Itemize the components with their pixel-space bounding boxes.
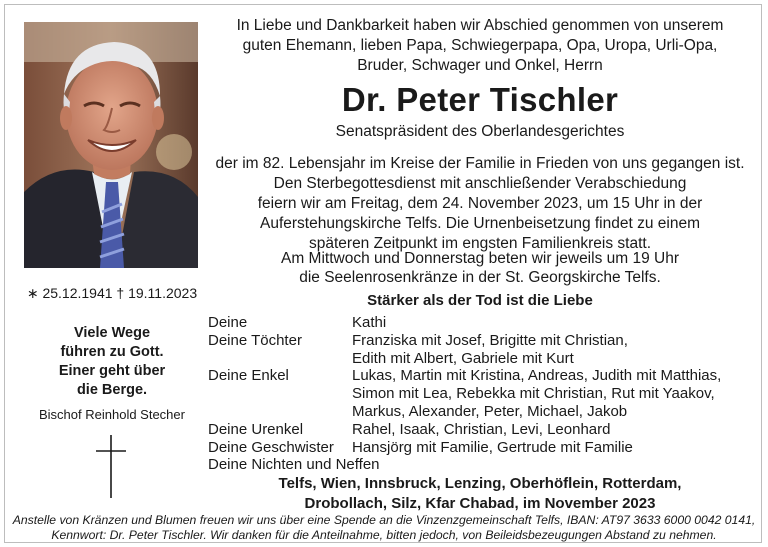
- body-line: Am Mittwoch und Donnerstag beten wir jeweils um 19 Uhr: [280, 250, 679, 267]
- relatives-label: Deine Geschwister: [208, 438, 334, 456]
- footnote-line: Anstelle von Kränzen und Blumen freuen wir uns über eine Spende an die Vinzenzgemeinschaft Telfs, IBAN: AT97 3633 6000 0042 0141,: [12, 513, 756, 527]
- relatives-name-line: Kathi: [352, 314, 387, 331]
- quote-line: Viele Wege: [73, 325, 151, 341]
- relatives-name-line: Hansjörg mit Familie, Gertrude mit Familie: [352, 438, 633, 456]
- quote-line: Einer geht über: [58, 363, 166, 379]
- relatives-row: [208, 456, 758, 474]
- relatives-name-line: Rahel, Isaak, Christian, Levi, Leonhard: [352, 420, 611, 438]
- relatives-names: [352, 367, 721, 420]
- relatives-label: Deine Töchter: [208, 331, 302, 349]
- relatives-names: [352, 332, 628, 368]
- motto: Stärker als der Tod ist die Liebe: [367, 292, 593, 309]
- body-line: Auferstehungskirche Telfs. Die Urnenbeisetzung findet zu einem: [260, 215, 700, 232]
- relatives-name-line: Franziska mit Josef, Brigitte mit Christian,: [352, 331, 628, 349]
- relatives-list: [208, 314, 758, 474]
- body-line: Den Sterbegottesdienst mit anschließender Verabschiedung: [273, 175, 687, 192]
- relatives-label: Deine: [208, 314, 248, 331]
- relatives-names: [352, 314, 386, 332]
- relatives-label: Deine Enkel: [208, 367, 289, 385]
- relatives-name-line: Edith mit Albert, Gabriele mit Kurt: [352, 349, 574, 367]
- relatives-label: Deine Nichten und Neffen: [208, 456, 380, 474]
- quote-line: die Berge.: [76, 382, 148, 398]
- body-line: der im 82. Lebensjahr im Kreise der Familie in Frieden von uns gegangen ist.: [215, 155, 745, 172]
- deceased-name: Dr. Peter Tischler: [341, 81, 619, 118]
- quote-author: Bischof Reinhold Stecher: [39, 407, 185, 422]
- relatives-name-line: Lukas, Martin mit Kristina, Andreas, Judith mit Matthias,: [352, 367, 722, 385]
- intro-line: Bruder, Schwager und Onkel, Herrn: [357, 57, 603, 74]
- relatives-row: [208, 332, 758, 368]
- places-line: Telfs, Wien, Innsbruck, Lenzing, Oberhöflein, Rotterdam,: [278, 475, 682, 492]
- places-line: Drobollach, Silz, Kfar Chabad, im November 2023: [304, 495, 656, 512]
- relatives-names: [352, 421, 610, 439]
- intro-line: guten Ehemann, lieben Papa, Schwiegerpapa, Opa, Uropa, Urli-Opa,: [242, 37, 718, 54]
- relatives-label: Deine Urenkel: [208, 420, 304, 438]
- rosary-announcement: [205, 249, 755, 287]
- intro-line: In Liebe und Dankbarkeit haben wir Abschied genommen von unserem: [236, 17, 724, 34]
- relatives-names: [352, 439, 633, 457]
- relatives-row: [208, 314, 758, 332]
- intro-text: [205, 16, 755, 76]
- quote: [20, 324, 204, 400]
- quote-line: führen zu Gott.: [60, 344, 164, 360]
- life-dates: ∗ 25.12.1941 † 19.11.2023: [26, 285, 198, 301]
- relatives-row: [208, 421, 758, 439]
- places-and-date: [205, 474, 755, 514]
- service-announcement: [205, 154, 755, 254]
- body-line: feiern wir am Freitag, dem 24. November 2023, um 15 Uhr in der: [257, 195, 703, 212]
- relatives-name-line: Markus, Alexander, Peter, Michael, Jakob: [352, 402, 628, 420]
- relatives-row: [208, 367, 758, 420]
- body-line: späteren Zeitpunkt im engsten Familienkreis statt.: [308, 235, 651, 252]
- relatives-row: [208, 439, 758, 457]
- cross-icon: [96, 435, 126, 498]
- body-line: die Seelenrosenkränze in der St. Georgskirche Telfs.: [299, 269, 661, 286]
- relatives-name-line: Simon mit Lea, Rebekka mit Christian, Rut mit Yaakov,: [352, 385, 715, 403]
- deceased-title: Senatspräsident des Oberlandesgerichtes: [335, 123, 625, 140]
- portrait-photo: [24, 22, 198, 268]
- donation-note: [8, 513, 760, 543]
- footnote-line: Kennwort: Dr. Peter Tischler. Wir danken für die Anteilnahme, bitten jedoch, von Beileidsbezeugungen Abstand zu nehmen.: [51, 528, 717, 542]
